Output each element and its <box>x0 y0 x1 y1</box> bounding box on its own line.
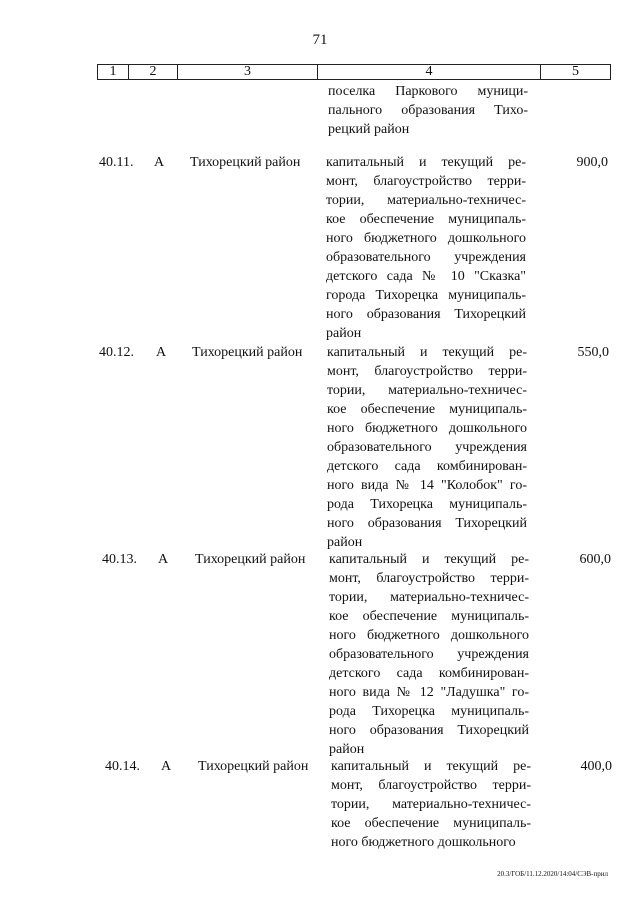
document-footer-code: 20.3/ГОБ/11.12.2020/14:04/СЭВ-прил <box>497 870 608 878</box>
description-line: тории, материально-техничес- <box>327 383 527 398</box>
row-code: А <box>154 155 165 170</box>
description-line: города Тихорецка муниципаль- <box>326 288 526 303</box>
description-line: детского сада № 10 "Сказка" <box>326 269 526 284</box>
row-code: А <box>161 759 172 774</box>
description-line: рода Тихорецка муниципаль- <box>329 704 529 719</box>
row-district: Тихорецкий район <box>198 759 309 774</box>
page-number: 71 <box>312 32 328 48</box>
row-description <box>329 550 529 759</box>
description-line: ного образования Тихорецкий <box>329 723 529 738</box>
description-line: тории, материально-техничес- <box>329 590 529 605</box>
description-line: район <box>327 535 363 550</box>
description-line: пального образования Тихо- <box>328 103 528 118</box>
row-number: 40.12. <box>99 345 134 360</box>
description-line: ного бюджетного дошкольного <box>326 231 526 246</box>
table-header <box>97 64 611 80</box>
description-line: монт, благоустройство терри- <box>327 364 527 379</box>
row-amount: 550,0 <box>577 345 609 360</box>
row-description <box>326 153 526 343</box>
description-line: тории, материально-техничес- <box>331 797 531 812</box>
description-line: ного образования Тихорецкий <box>326 307 526 322</box>
row-amount: 400,0 <box>580 759 612 774</box>
description-line: монт, благоустройство терри- <box>329 571 529 586</box>
description-line: ного образования Тихорецкий <box>327 516 527 531</box>
row-district: Тихорецкий район <box>195 552 306 567</box>
row-district: Тихорецкий район <box>190 155 301 170</box>
row-description <box>331 757 531 852</box>
description-line: образовательного учреждения <box>327 440 527 455</box>
description-line: рецкий район <box>328 122 410 137</box>
header-col-3: 3 <box>178 65 318 79</box>
header-col-2: 2 <box>129 65 178 79</box>
description-line: детского сада комбинирован- <box>329 666 529 681</box>
description-line: тории, материально-техничес- <box>326 193 526 208</box>
row-amount: 600,0 <box>579 552 611 567</box>
row-amount: 900,0 <box>576 155 608 170</box>
description-line: кое обеспечение муниципаль- <box>327 402 527 417</box>
description-line: район <box>326 326 362 341</box>
description-line: ного бюджетного дошкольного <box>327 421 527 436</box>
row-number: 40.13. <box>102 552 137 567</box>
description-line: ного бюджетного дошкольного <box>329 628 529 643</box>
row-number: 40.11. <box>99 155 134 170</box>
row-code: А <box>156 345 167 360</box>
description-line: капитальный и текущий ре- <box>329 552 529 567</box>
description-line: детского сада комбинирован- <box>327 459 527 474</box>
header-col-4: 4 <box>318 65 541 79</box>
description-line: поселка Паркового муници- <box>328 84 528 99</box>
description-line: капитальный и текущий ре- <box>331 759 531 774</box>
description-line: район <box>329 742 365 757</box>
row-description <box>327 343 527 552</box>
description-line: кое обеспечение муниципаль- <box>331 816 531 831</box>
row-code: А <box>158 552 169 567</box>
description-line: рода Тихорецка муниципаль- <box>327 497 527 512</box>
description-line: образовательного учреждения <box>326 250 526 265</box>
header-col-5: 5 <box>572 64 579 79</box>
row-district: Тихорецкий район <box>192 345 303 360</box>
description-line: ного вида № 14 "Колобок" го- <box>327 478 527 493</box>
continued-description <box>328 82 528 139</box>
description-line: кое обеспечение муниципаль- <box>329 609 529 624</box>
description-line: монт, благоустройство терри- <box>326 174 526 189</box>
description-line: капитальный и текущий ре- <box>326 155 526 170</box>
description-line: ного бюджетного дошкольного <box>331 835 516 850</box>
row-number: 40.14. <box>105 759 140 774</box>
description-line: монт, благоустройство терри- <box>331 778 531 793</box>
header-col-1: 1 <box>98 65 129 79</box>
description-line: капитальный и текущий ре- <box>327 345 527 360</box>
description-line: кое обеспечение муниципаль- <box>326 212 526 227</box>
description-line: ного вида № 12 "Ладушка" го- <box>329 685 529 700</box>
description-line: образовательного учреждения <box>329 647 529 662</box>
